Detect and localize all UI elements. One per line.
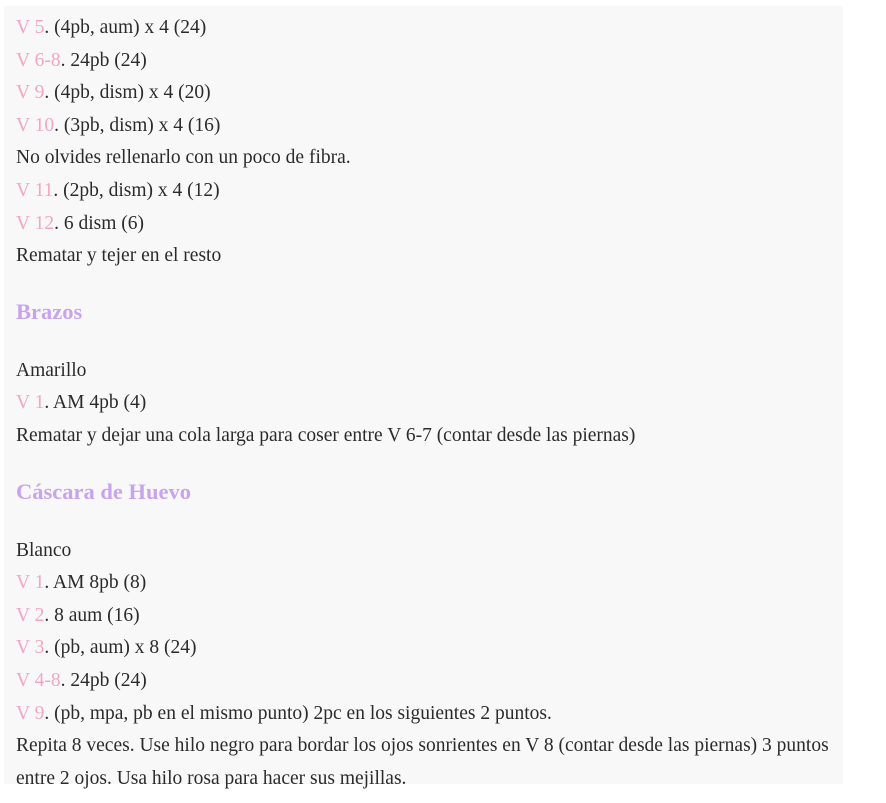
instruction-note: Rematar y dejar una cola larga para coser entre V 6-7 (contar desde las piernas): [16, 424, 636, 446]
row-label: V 1: [16, 572, 45, 594]
row-label: V 2: [16, 604, 45, 626]
row-text: . 6 dism (6): [54, 212, 145, 234]
pattern-row: [16, 175, 846, 208]
row-label: V 3: [16, 637, 45, 659]
row-label: V 9: [16, 82, 45, 104]
section-heading-brazos: Brazos: [16, 298, 83, 324]
row-label: V 1: [16, 392, 45, 414]
row-text: . AM 8pb (8): [44, 572, 147, 594]
row-text: . (2pb, dism) x 4 (12): [53, 179, 220, 201]
pattern-row: [16, 45, 846, 78]
row-text: . AM 4pb (4): [44, 392, 147, 414]
row-label: V 5: [16, 17, 45, 38]
row-text: . (pb, aum) x 8 (24): [44, 637, 197, 659]
row-text: . 8 aum (16): [44, 604, 140, 626]
row-text: . 24pb (24): [60, 669, 147, 691]
color-line: Blanco: [16, 539, 72, 561]
row-text: . (4pb, aum) x 4 (24): [44, 17, 207, 38]
row-label: V 12: [16, 212, 55, 234]
row-text: . 24pb (24): [60, 49, 147, 71]
pattern-row: [16, 77, 846, 110]
row-label: V 6-8: [16, 49, 61, 71]
row-text: . (pb, mpa, pb en el mismo punto) 2pc en los siguientes 2 puntos.: [44, 702, 552, 724]
pattern-row: [16, 208, 846, 241]
pattern-row: [16, 110, 846, 143]
section-heading-cascara: Cáscara de Huevo: [16, 478, 191, 504]
row-label: V 4-8: [16, 669, 61, 691]
pattern-instructions: [16, 12, 846, 795]
pattern-row: [16, 387, 846, 420]
pattern-row: [16, 12, 846, 45]
row-label: V 11: [16, 179, 54, 201]
pattern-row: [16, 698, 846, 731]
row-text: . (3pb, dism) x 4 (16): [54, 114, 221, 136]
row-label: V 10: [16, 114, 55, 136]
instruction-note: [16, 142, 846, 175]
pattern-row: [16, 567, 846, 600]
pattern-row: [16, 600, 846, 633]
note-text: No olvides rellenarlo con un poco de fibra.: [16, 147, 351, 169]
row-label: V 9: [16, 702, 45, 724]
pattern-row: [16, 665, 846, 698]
pattern-row: [16, 632, 846, 665]
note-text: Rematar y tejer en el resto: [16, 245, 222, 267]
instruction-note: [16, 240, 846, 273]
color-line: Amarillo: [16, 359, 87, 381]
instruction-note: Repita 8 veces. Use hilo negro para bordar los ojos sonrientes en V 8 (contar desde las piernas) 3 puntos entre 2 ojos. Usa hilo rosa para hacer sus mejillas.: [16, 735, 829, 789]
row-text: . (4pb, dism) x 4 (20): [44, 82, 211, 104]
